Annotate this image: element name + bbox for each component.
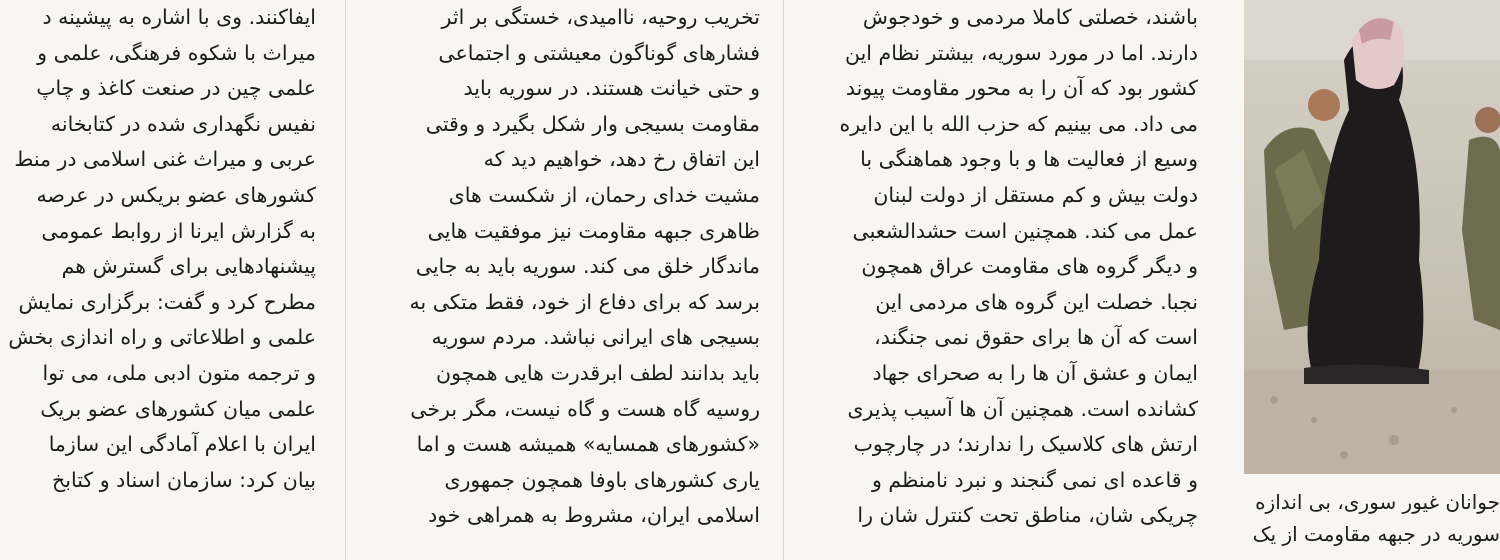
- text-line: میراث با شکوه فرهنگی، علمی و: [37, 40, 316, 65]
- text-line: نجبا. خصلت این گروه های مردمی این: [875, 289, 1198, 314]
- text-line: علمی میان کشورهای عضو بریک: [40, 396, 316, 421]
- text-line: نفیس نگهداری شده در کتابخانه: [50, 111, 316, 136]
- text-line: دارند. اما در مورد سوریه، بیشتر نظام این: [845, 40, 1198, 65]
- text-line: کشانده است. همچنین آن ها آسیب پذیری: [847, 396, 1198, 421]
- text-line: بسیجی های ایرانی نباشد. مردم سوریه: [431, 325, 760, 350]
- text-line: به گزارش ایرنا از روابط عمومی: [41, 218, 316, 243]
- column-divider: [783, 0, 784, 560]
- text-line: و ترجمه متون ادبی ملی، می توا: [42, 360, 316, 385]
- text-line: باید بدانند لطف ابرقدرت هایی همچون: [436, 360, 760, 385]
- news-photo: [1244, 0, 1500, 474]
- text-line: دولت بیش و کم مستقل از دولت لبنان: [873, 182, 1198, 207]
- article-column-left: [0, 0, 316, 560]
- text-line: روسیه گاه هست و گاه نیست، مگر برخی: [410, 396, 760, 421]
- text-line: یاری کشورهای باوفا همچون جمهوری: [444, 467, 760, 492]
- text-line: عربی و میراث غنی اسلامی در منط: [14, 147, 316, 172]
- text-line: عمل می کند. همچنین است حشدالشعبی: [852, 218, 1198, 243]
- text-line: «کشورهای همسایه» همیشه هست و اما: [416, 432, 760, 457]
- text-line: و قاعده ای نمی گنجند و نبرد نامنظم و: [871, 467, 1198, 492]
- text-line: چریکی شان، مناطق تحت کنترل شان را: [857, 503, 1198, 528]
- text-line: ارتش های کلاسیک را ندارند؛ در چارچوب: [853, 432, 1198, 457]
- text-line: ایران با اعلام آمادگی این سازما: [48, 432, 316, 457]
- text-line: کشور بود که آن را به محور مقاومت پیوند: [845, 76, 1198, 101]
- text-line: باشند، خصلتی کاملا مردمی و خودجوش: [862, 5, 1198, 29]
- photo-caption: [1222, 486, 1500, 560]
- photo-illustration: [1244, 0, 1500, 474]
- text-line: پیشنهادهایی برای گسترش هم: [61, 254, 316, 279]
- text-line: ماندگار خلق می کند. سوریه باید به جایی: [415, 254, 760, 279]
- text-line: این اتفاق رخ دهد، خواهیم دید که: [483, 147, 760, 172]
- text-line: کشورهای عضو بریکس در عرصه: [36, 182, 316, 207]
- text-line: سوریه در جبهه مقاومت از یک: [1252, 522, 1500, 546]
- text-line: ایمان و عشق آن ها را به صحرای جهاد: [872, 360, 1198, 385]
- text-line: است که آن ها برای حقوق نمی جنگند،: [874, 325, 1198, 350]
- column-divider: [345, 0, 346, 560]
- text-line: برسد که برای دفاع از خود، فقط متکی به: [409, 289, 760, 314]
- text-line: تخریب روحیه، ناامیدی، خستگی بر اثر: [441, 5, 760, 29]
- text-line: ظاهری جبهه مقاومت نیز موفقیت هایی: [427, 218, 760, 243]
- text-line: جوانان غیور سوری، بی اندازه: [1255, 490, 1500, 514]
- text-line: و دیگر گروه های مقاومت عراق همچون: [861, 254, 1198, 279]
- text-line: بیان کرد: سازمان اسناد و کتابخ: [52, 467, 316, 492]
- text-line: فشارهای گوناگون معیشتی و اجتماعی: [438, 40, 760, 65]
- text-line: ایفاکنند. وی با اشاره به پیشینه د: [42, 5, 316, 29]
- text-line: مقاومت بسیجی وار شکل بگیرد و وقتی: [425, 111, 760, 136]
- text-line: مشیت خدای رحمان، از شکست های: [448, 182, 760, 207]
- text-line: اسلامی ایران، مشروط به همراهی خود: [428, 503, 760, 528]
- text-line: علمی چین در صنعت کاغذ و چاپ: [36, 76, 316, 101]
- text-line: و حتی خیانت هستند. در سوریه باید: [463, 76, 760, 101]
- text-line: علمی و اطلاعاتی و راه اندازی بخش: [8, 325, 316, 350]
- text-line: وسیع از فعالیت ها و با وجود هماهنگی با: [860, 147, 1198, 172]
- article-column-right: [802, 0, 1198, 560]
- article-column-middle: [372, 0, 760, 560]
- text-line: می داد. می بینیم که حزب الله با این دایره: [839, 111, 1198, 136]
- text-line: مطرح کرد و گفت: برگزاری نمایش: [18, 289, 316, 314]
